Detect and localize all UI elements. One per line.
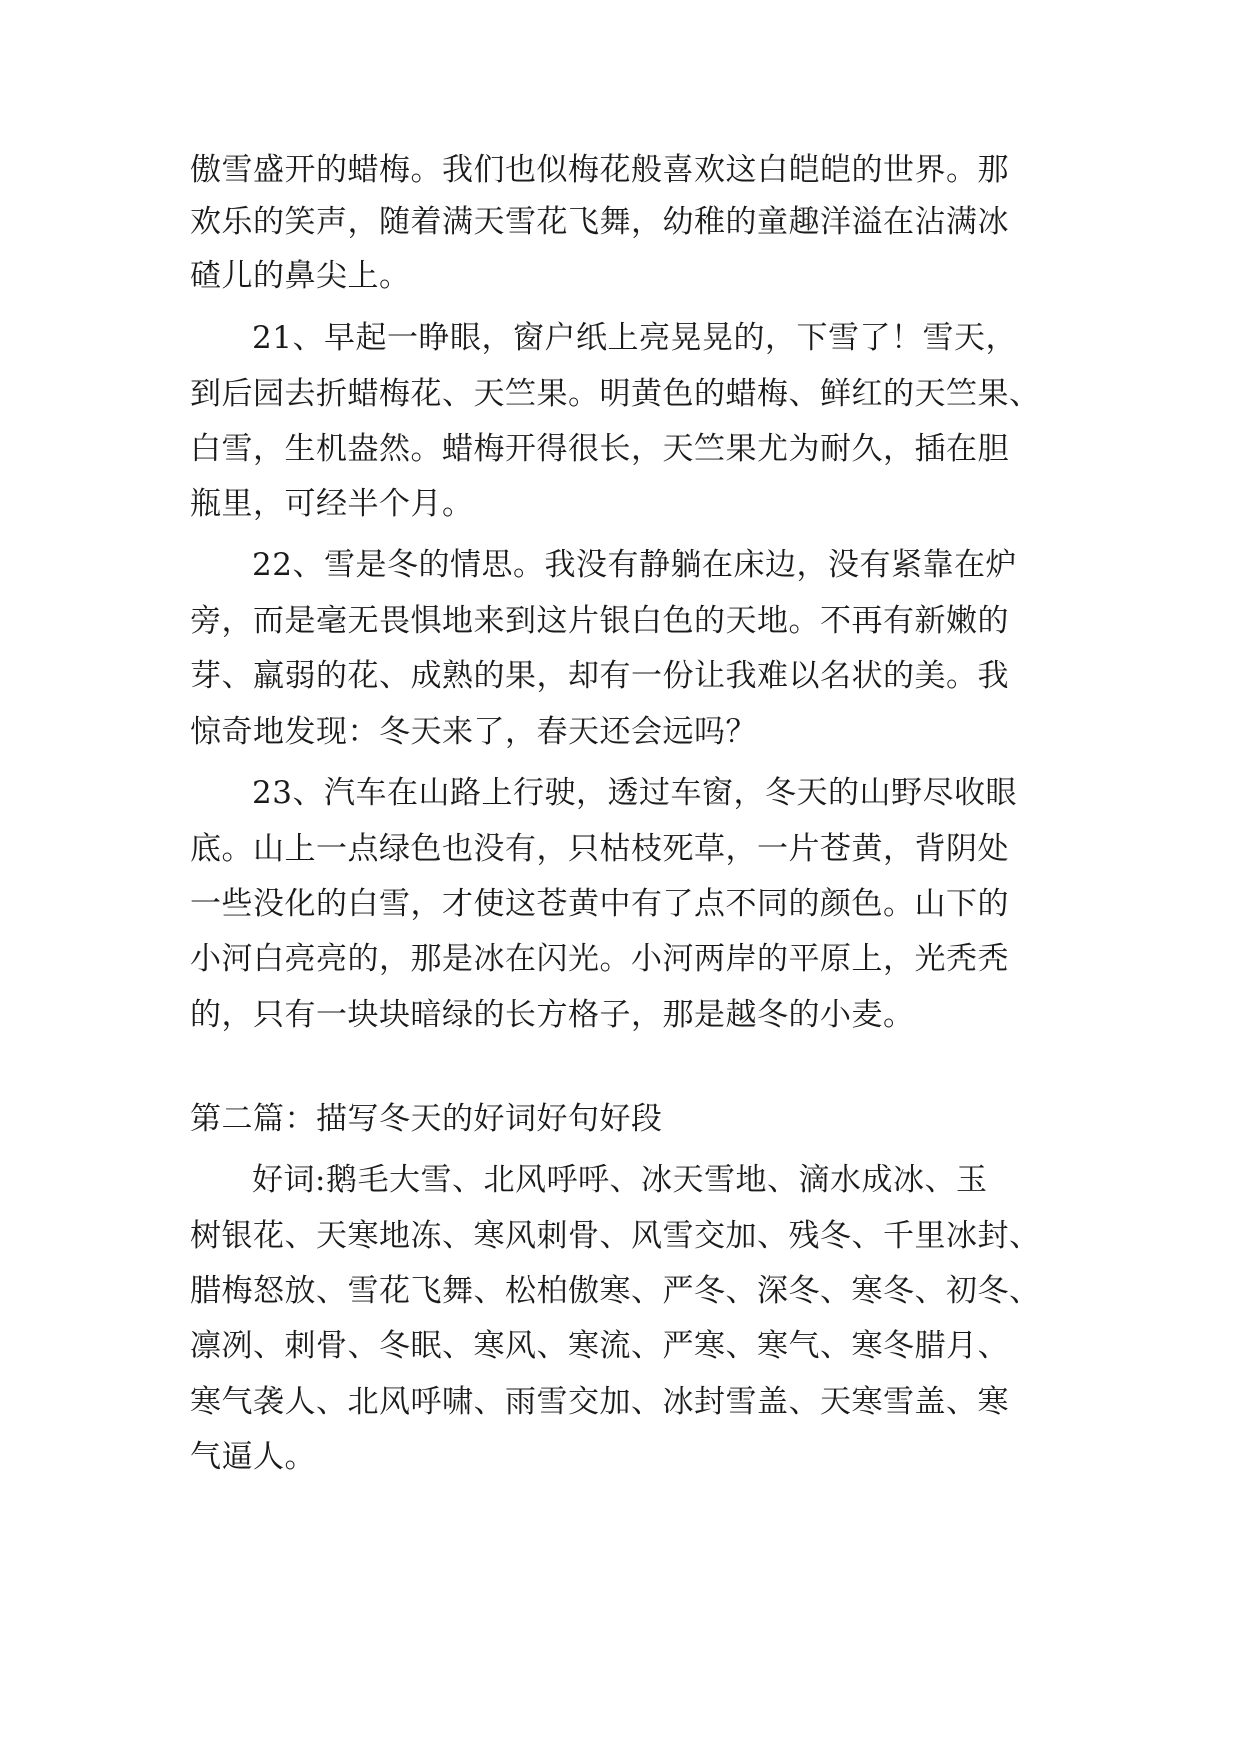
text-line: 芽、羸弱的花、成熟的果，却有一份让我难以名状的美。我 [190, 658, 1009, 694]
text-line: 惊奇地发现：冬天来了，春天还会远吗？ [190, 714, 757, 750]
section-heading: 第二篇：描写冬天的好词好句好段 [190, 1101, 663, 1137]
text-line: 瓶里，可经半个月。 [190, 486, 474, 522]
paragraph-21-start: 21、早起一睁眼，窗户纸上亮晃晃的，下雪了！雪天， [252, 320, 1017, 356]
text-line: 一些没化的白雪，才使这苍黄中有了点不同的颜色。山下的 [190, 886, 1009, 922]
text-line: 欢乐的笑声，随着满天雪花飞舞，幼稚的童趣洋溢在沾满冰 [190, 204, 1009, 240]
text-line: 寒气袭人、北风呼啸、雨雪交加、冰封雪盖、天寒雪盖、寒 [190, 1384, 1009, 1420]
text-line: 树银花、天寒地冻、寒风刺骨、风雪交加、残冬、千里冰封、 [190, 1218, 1041, 1254]
text-line: 白雪，生机盎然。蜡梅开得很长，天竺果尤为耐久，插在胆 [190, 431, 1009, 467]
text-line: 傲雪盛开的蜡梅。我们也似梅花般喜欢这白皑皑的世界。那 [190, 152, 1009, 188]
text-line: 到后园去折蜡梅花、天竺果。明黄色的蜡梅、鲜红的天竺果、 [190, 376, 1041, 412]
text-line: 旁，而是毫无畏惧地来到这片银白色的天地。不再有新嫩的 [190, 603, 1009, 639]
text-line: 底。山上一点绿色也没有，只枯枝死草，一片苍黄，背阴处 [190, 831, 1009, 867]
text-line: 碴儿的鼻尖上。 [190, 258, 411, 294]
text-line: 腊梅怒放、雪花飞舞、松柏傲寒、严冬、深冬、寒冬、初冬、 [190, 1273, 1041, 1309]
paragraph-23-start: 23、汽车在山路上行驶，透过车窗，冬天的山野尽收眼 [252, 775, 1017, 811]
text-line: 小河白亮亮的，那是冰在闪光。小河两岸的平原上，光秃秃 [190, 941, 1009, 977]
good-words-paragraph-start: 好词:鹅毛大雪、北风呼呼、冰天雪地、滴水成冰、玉 [252, 1162, 988, 1198]
text-line: 的，只有一块块暗绿的长方格子，那是越冬的小麦。 [190, 997, 915, 1033]
paragraph-22-start: 22、雪是冬的情思。我没有静躺在床边，没有紧靠在炉 [252, 547, 1017, 583]
text-line: 气逼人。 [190, 1439, 316, 1475]
text-line: 凛冽、刺骨、冬眠、寒风、寒流、严寒、寒气、寒冬腊月、 [190, 1328, 1009, 1364]
